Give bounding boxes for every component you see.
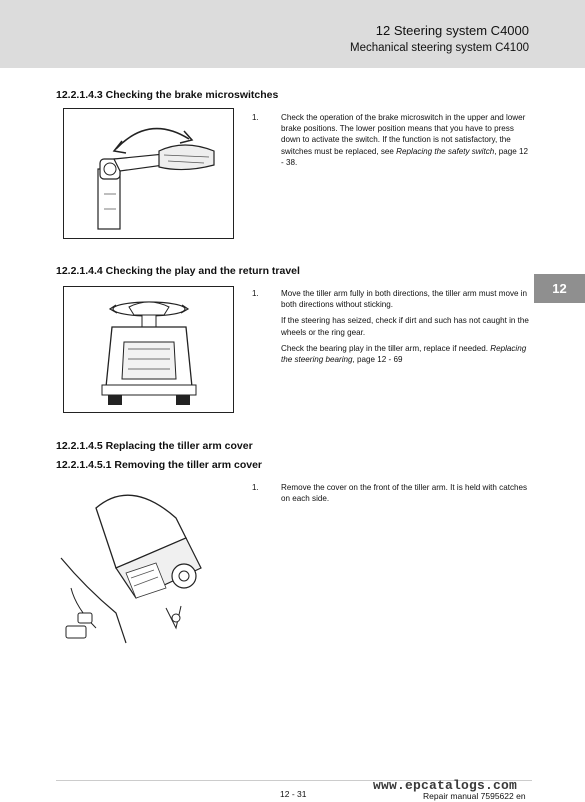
section-heading-replacing-cover: 12.2.1.4.5 Replacing the tiller arm cover (56, 440, 253, 452)
subsection-heading-removing-cover: 12.2.1.4.5.1 Removing the tiller arm cover (56, 459, 263, 471)
tiller-arm-front-illustration (64, 287, 233, 412)
play-return-travel-figure (63, 286, 234, 413)
page-header (0, 0, 585, 68)
step-text-tail: , page 12 - 38. (281, 146, 529, 167)
manual-reference: Repair manual 7595622 en (423, 791, 526, 801)
brake-microswitch-figure (63, 108, 234, 239)
tiller-arm-rotation-illustration (64, 109, 233, 238)
tiller-arm-cover-illustration (56, 478, 216, 648)
step-play-return-travel (252, 288, 532, 370)
section-heading-brake-microswitches: 12.2.1.4.3 Checking the brake microswitches (56, 89, 279, 101)
step-text: Check the bearing play in the tiller arm, replace if needed. (281, 343, 491, 353)
step-text-tail: , page 12 - 69 (352, 355, 403, 365)
cross-reference-link[interactable]: Replacing the safety switch (396, 146, 495, 156)
step-paragraph: If the steering has seized, check if dirt and such has not caught in the wheels or the ring gear. (281, 316, 529, 337)
chapter-title: 12 Steering system C4000 (375, 23, 529, 38)
step-text: Check the operation of the brake microswitch in the upper and lower brake positions. The lower position means that you have to press down to activate the switch. If the function is not satisfactory, the switches must be replaced, see (281, 113, 526, 156)
cross-reference-link[interactable]: Replacing the steering bearing (281, 343, 527, 365)
page-number: 12 - 31 (280, 789, 307, 799)
step-number: 1. (252, 113, 259, 122)
step-text: Remove the cover on the front of the tiller arm. It is held with catches on each side. (281, 483, 528, 504)
step-number: 1. (252, 483, 259, 492)
step-paragraph: Move the tiller arm fully in both directions, the tiller arm must move in both directions without sticking. (281, 289, 528, 310)
watermark: www.epcatalogs.com (373, 778, 518, 793)
chapter-tab[interactable]: 12 (534, 274, 585, 303)
chapter-subtitle: Mechanical steering system C4100 (350, 42, 529, 54)
step-brake-microswitches (252, 112, 532, 173)
tiller-arm-cover-figure (56, 478, 216, 648)
step-remove-cover (252, 482, 532, 509)
section-heading-play-return-travel: 12.2.1.4.4 Checking the play and the return travel (56, 265, 300, 277)
step-number: 1. (252, 289, 259, 298)
